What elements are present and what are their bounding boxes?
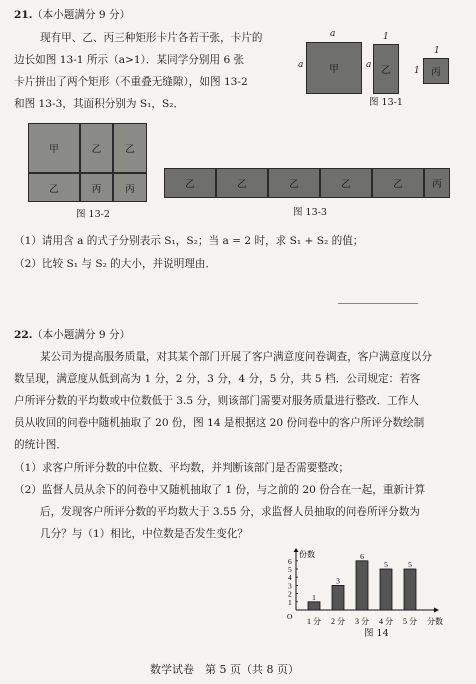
bar-value-label: 5 <box>384 560 388 569</box>
fig3-cell-bing: 丙 <box>424 168 450 198</box>
fig2-cell-jia: 甲 <box>28 123 80 173</box>
dim-jia-side: a <box>298 60 304 70</box>
bar <box>332 585 344 610</box>
q21-part-1: （1）请用含 a 的式子分别表示 S₁，S₂；当 a = 2 时，求 S₁ + S₂ 的值； <box>14 235 364 247</box>
bar <box>404 569 416 610</box>
y-tick-label: 2 <box>288 589 292 599</box>
bar-value-label: 6 <box>360 551 364 561</box>
bar <box>308 602 320 610</box>
y-axis-arrow <box>294 548 299 552</box>
bar <box>356 561 368 610</box>
bar-value-label: 1 <box>312 592 316 602</box>
q22-line-5: 的统计图． <box>14 439 67 451</box>
q22-number: 22. <box>14 329 33 341</box>
fig3-cell-yi-2: 乙 <box>216 168 268 198</box>
x-tick-label: 3 分 <box>355 617 369 626</box>
q21-score: （本小题满分 9 分） <box>32 9 131 21</box>
figure-14-bar-chart <box>276 548 446 646</box>
fig2-cell-bing-2: 丙 <box>113 173 147 202</box>
fig-13-2-caption: 图 13-2 <box>76 209 110 220</box>
dim-yi-top: 1 <box>383 32 389 42</box>
fig3-cell-yi-1: 乙 <box>164 168 216 198</box>
q22-line-3: 户所评分数的平均数或中位数低于 3.5 分，则该部门需要对服务质量进行整改．工作人 <box>14 395 419 407</box>
q22-line-2: 数呈现，满意度从低到高为 1 分，2 分，3 分，4 分，5 分，共 5 档．公司规定：若客 <box>14 373 421 385</box>
fig-13-1-caption: 图 13-1 <box>369 97 403 108</box>
q21-line-3: 卡片拼出了两个矩形（不重叠无缝隙），如图 13-2 <box>14 76 248 88</box>
bar <box>380 569 392 610</box>
q22-score: （本小题满分 9 分） <box>32 329 131 341</box>
q22-part-2-line-3: 几分？与（1）相比，中位数是否发生变化？ <box>40 528 249 540</box>
q21-number: 21. <box>14 9 33 21</box>
x-axis-arrow <box>434 608 439 613</box>
origin-label: O <box>287 612 293 621</box>
y-tick-label: 6 <box>288 556 292 566</box>
fig-14-caption: 图 14 <box>364 628 389 639</box>
q22-line-4: 员从收回的问卷中随机抽取了 20 份，图 14 是根据这 20 份问卷中的客户所评分数绘制 <box>14 417 425 429</box>
y-tick-label: 5 <box>288 565 292 574</box>
y-tick-label: 3 <box>288 581 292 591</box>
q21-part-2: （2）比较 S₁ 与 S₂ 的大小，并说明理由． <box>14 258 217 270</box>
fig2-cell-yi-3: 乙 <box>28 173 80 202</box>
fig2-cell-yi-2: 乙 <box>113 123 147 173</box>
x-tick-label: 2 分 <box>331 617 345 626</box>
y-tick-label: 4 <box>288 573 292 583</box>
x-tick-label: 5 分 <box>403 617 417 626</box>
fig-13-3-caption: 图 13-3 <box>293 207 327 218</box>
y-tick-label: 1 <box>288 597 292 607</box>
q21-line-1: 现有甲、乙、丙三种矩形卡片各若干张，卡片的 <box>40 32 263 44</box>
page-footer: 数学试卷 第 5 页（共 8 页） <box>150 663 299 676</box>
q22-line-1: 某公司为提高服务质量，对其某个部门开展了客户满意度问卷调查，客户满意度以分 <box>40 351 432 363</box>
x-tick-label: 4 分 <box>379 617 393 626</box>
card-bing: 丙 <box>423 58 449 84</box>
fig3-cell-yi-4: 乙 <box>320 168 372 198</box>
q22-part-1: （1）求客户所评分数的中位数、平均数，并判断该部门是否需要整改； <box>14 462 350 474</box>
dim-jia-top: a <box>330 29 336 39</box>
card-yi: 乙 <box>373 44 399 94</box>
q22-part-2-line-2: 后，发现客户所评分数的平均数大于 3.55 分，求监督人员抽取的问卷所评分数为 <box>40 506 420 518</box>
card-jia: 甲 <box>306 42 362 94</box>
x-axis-label: 分数 <box>427 617 443 626</box>
bar-value-label: 3 <box>336 576 340 586</box>
fig3-cell-yi-3: 乙 <box>268 168 320 198</box>
q22-part-2-line-1: （2）监督人员从余下的问卷中又随机抽取了 1 份，与之前的 20 份合在一起，重新计算 <box>14 484 426 496</box>
y-axis-label: 份数 <box>299 550 315 559</box>
dim-bing-side: 1 <box>414 66 420 76</box>
dim-bing-top: 1 <box>434 46 440 56</box>
dim-yi-side: a <box>366 60 372 70</box>
q21-line-2: 边长如图 13-1 所示（a>1）．某同学分别用 6 张 <box>14 54 245 66</box>
fig2-cell-bing-1: 丙 <box>80 173 113 202</box>
fig2-cell-yi-1: 乙 <box>80 123 113 173</box>
separator-line <box>338 303 418 304</box>
x-tick-label: 1 分 <box>307 617 321 626</box>
fig3-cell-yi-5: 乙 <box>372 168 424 198</box>
q21-line-4: 和图 13-3，其面积分别为 S₁，S₂． <box>14 98 185 110</box>
bar-value-label: 5 <box>408 560 412 569</box>
